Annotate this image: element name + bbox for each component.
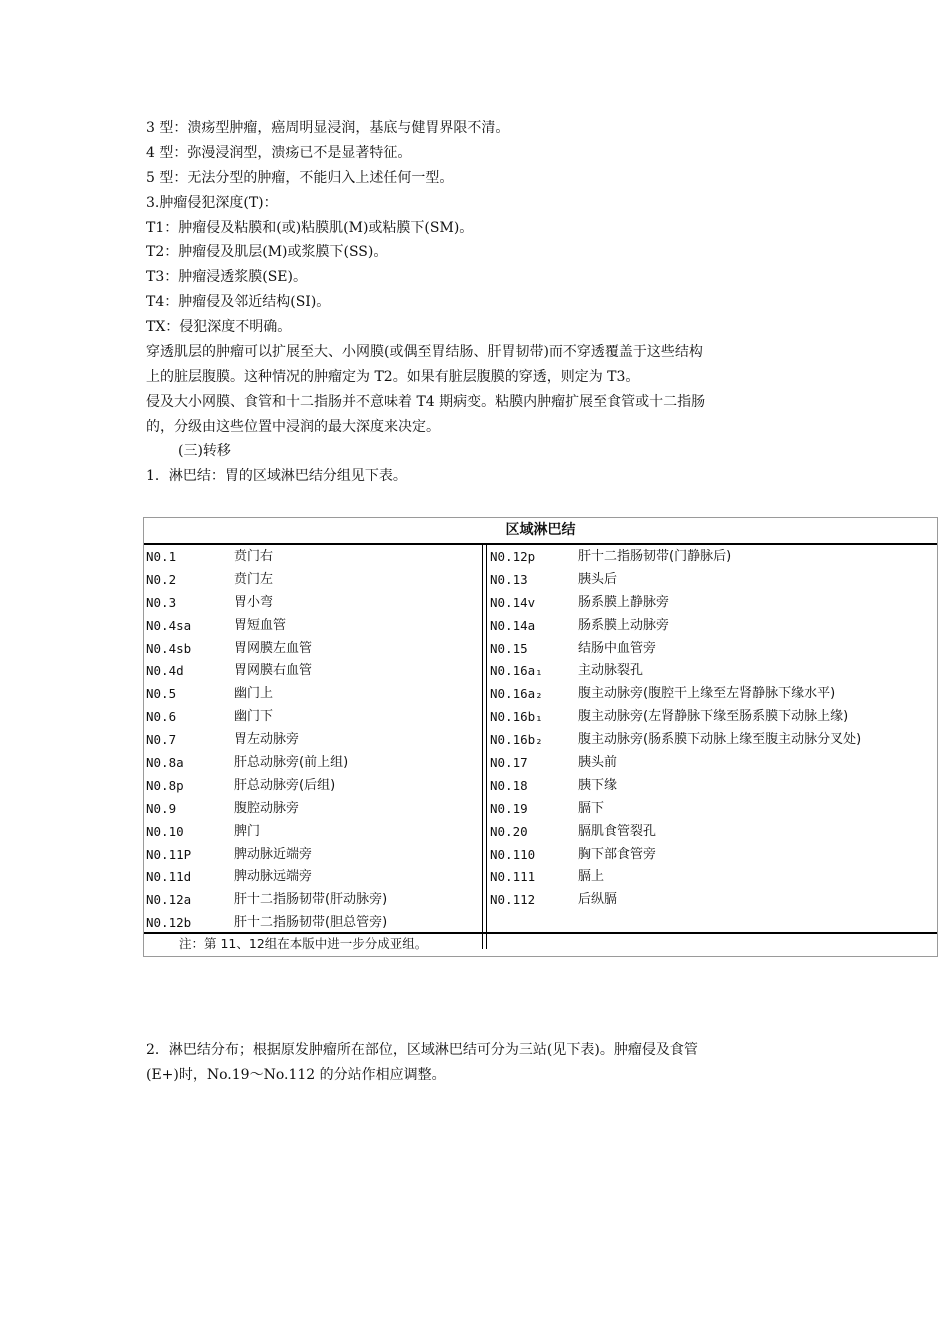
table-row: N0.8a 肝总动脉旁(前上组) xyxy=(146,755,349,771)
paragraph-lymph-item2-line1: 2．淋巴结分布；根据原发肿瘤所在部位，区域淋巴结可分为三站(见下表)。肿瘤侵及食管 xyxy=(146,1042,698,1058)
paragraph-t4: T4：肿瘤侵及邻近结构(SI)。 xyxy=(146,294,331,310)
footer-rule xyxy=(144,932,937,934)
table-title: 区域淋巴结 xyxy=(505,522,576,538)
table-row: N0.111 膈上 xyxy=(490,869,605,885)
table-row: N0.8p 肝总动脉旁(后组) xyxy=(146,777,336,793)
table-row: N0.19 膈下 xyxy=(490,800,605,816)
paragraph-t2: T2：肿瘤侵及肌层(M)或浆膜下(SS)。 xyxy=(146,244,388,260)
table-row: N0.16a₁ 主动脉裂孔 xyxy=(490,663,644,679)
table-row: N0.16b₁ 腹主动脉旁(左肾静脉下缘至肠系膜下动脉上缘) xyxy=(490,709,849,725)
paragraph-penetration-line2: 上的脏层腹膜。这种情况的肿瘤定为 T2。如果有脏层腹膜的穿透，则定为 T3。 xyxy=(146,369,640,385)
column-divider-b xyxy=(486,545,487,949)
table-row: N0.4sb 胃网膜左血管 xyxy=(146,640,313,656)
paragraph-t1: T1：肿瘤侵及粘膜和(或)粘膜肌(M)或粘膜下(SM)。 xyxy=(146,220,474,236)
paragraph-type4: 4 型：弥漫浸润型，溃疡已不是显著特征。 xyxy=(146,145,412,161)
paragraph-invasion-line2: 的，分级由这些位置中浸润的最大深度来决定。 xyxy=(146,419,440,435)
table-note: 注：第 11、12组在本版中进一步分成亚组。 xyxy=(179,936,428,951)
paragraph-tx: TX：侵犯深度不明确。 xyxy=(146,319,292,335)
paragraph-lymph-item1: 1．淋巴结：胃的区域淋巴结分组见下表。 xyxy=(146,468,407,484)
paragraph-penetration-line1: 穿透肌层的肿瘤可以扩展至大、小网膜(或偶至胃结肠、肝胃韧带)而不穿透覆盖于这些结构 xyxy=(146,344,703,360)
column-divider-a xyxy=(482,545,483,949)
table-left-column xyxy=(146,546,480,935)
table-row: N0.9 腹腔动脉旁 xyxy=(146,800,300,816)
table-row: N0.5 幽门上 xyxy=(146,686,274,702)
paragraph-type3: 3 型：溃疡型肿瘤，癌周明显浸润，基底与健胃界限不清。 xyxy=(146,120,510,136)
table-row: N0.1 贲门右 xyxy=(146,549,274,564)
table-row: N0.16a₂ 腹主动脉旁(腹腔干上缘至左肾静脉下缘水平) xyxy=(490,686,836,702)
table-row: N0.2 贲门左 xyxy=(146,571,274,587)
table-row: N0.4d 胃网膜右血管 xyxy=(146,663,313,679)
table-row: N0.12b 肝十二指肠韧带(胆总管旁) xyxy=(146,915,388,931)
table-row: N0.12a 肝十二指肠韧带(肝动脉旁) xyxy=(146,892,388,908)
table-row: N0.15 结肠中血管旁 xyxy=(490,640,657,656)
table-row: N0.110 胸下部食管旁 xyxy=(490,846,657,862)
table-row: N0.4sa 胃短血管 xyxy=(146,617,287,633)
table-row: N0.10 脾门 xyxy=(146,823,261,839)
paragraph-depth-heading: 3.肿瘤侵犯深度(T)： xyxy=(146,195,278,211)
table-right-column xyxy=(490,546,935,912)
table-row: N0.12p 肝十二指肠韧带(门静脉后) xyxy=(490,549,732,564)
paragraph-invasion-line1: 侵及大小网膜、食管和十二指肠并不意味着 T4 期病变。粘膜内肿瘤扩展至食管或十二指肠 xyxy=(146,394,706,410)
table-row: N0.16b₂ 腹主动脉旁(肠系膜下动脉上缘至腹主动脉分叉处) xyxy=(490,732,862,748)
table-row: N0.14v 肠系膜上静脉旁 xyxy=(490,594,670,610)
paragraph-t3: T3：肿瘤浸透浆膜(SE)。 xyxy=(146,269,307,285)
section-heading-metastasis: (三)转移 xyxy=(178,443,231,459)
table-row: N0.11d 脾动脉远端旁 xyxy=(146,869,313,885)
table-row: N0.18 胰下缘 xyxy=(490,777,618,793)
table-row: N0.6 幽门下 xyxy=(146,709,274,725)
table-row: N0.13 胰头后 xyxy=(490,571,618,587)
table-row: N0.17 胰头前 xyxy=(490,755,618,771)
table-row: N0.14a 肠系膜上动脉旁 xyxy=(490,617,670,633)
lymph-node-table xyxy=(143,517,938,957)
table-row: N0.112 后纵膈 xyxy=(490,892,618,908)
paragraph-type5: 5 型：无法分型的肿瘤，不能归入上述任何一型。 xyxy=(146,170,454,186)
header-rule xyxy=(144,543,937,545)
table-row: N0.7 胃左动脉旁 xyxy=(146,732,300,748)
table-row: N0.11P 脾动脉近端旁 xyxy=(146,846,313,862)
table-row: N0.20 膈肌食管裂孔 xyxy=(490,823,657,839)
table-row: N0.3 胃小弯 xyxy=(146,594,274,610)
paragraph-lymph-item2-line2: (E+)时，No.19～No.112 的分站作相应调整。 xyxy=(146,1067,446,1083)
